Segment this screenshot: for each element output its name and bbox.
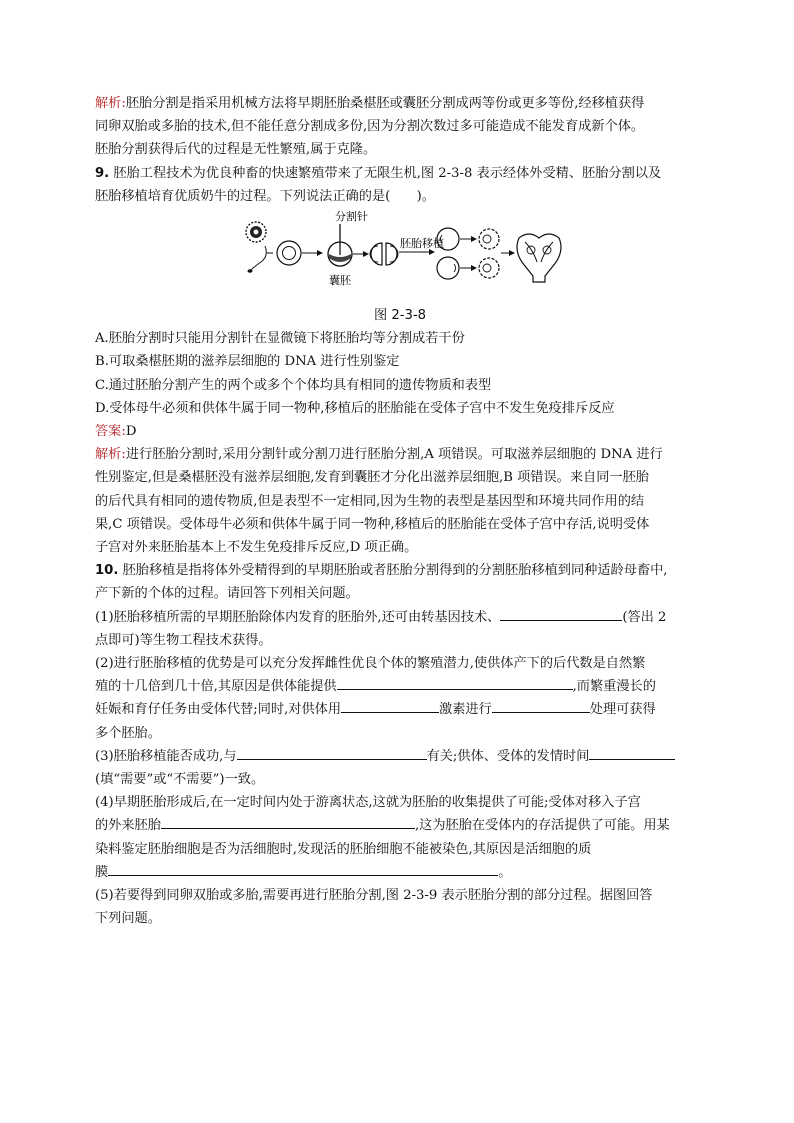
answer-label: 答案: (95, 424, 126, 440)
part-4-line-4: 膜 。 (95, 861, 705, 884)
analysis-line-3: 的后代具有相同的遗传物质,但是表型不一定相同,因为生物的表型是基因型和环境共同作用的结 (95, 493, 645, 509)
answer-value: D (125, 424, 137, 440)
part-2-line-1: (2)进行胚胎移植的优势是可以充分发挥雌性优良个体的繁殖潜力,使供体产下的后代数是自然繁 (95, 656, 646, 672)
answer-blank[interactable] (337, 675, 573, 690)
analysis-label: 解析: (95, 96, 126, 111)
figure-2-3-8 (95, 210, 705, 304)
analysis-line-5: 子宫对外来胚胎基本上不发生免疫排斥反应,D 项正确。 (95, 540, 418, 556)
part-3-line-2: (填“需要”或“不需要”)一致。 (95, 772, 265, 788)
arrow-head (509, 250, 515, 256)
answer-blank[interactable] (341, 698, 439, 713)
analysis-label: 解析: (95, 447, 126, 463)
uterus-icon (517, 234, 561, 282)
oocyte-icon (246, 222, 266, 242)
answer-blank[interactable] (589, 745, 675, 760)
analysis-line-1: 解析:进行胚胎分割时,采用分割针或分割刀进行胚胎分割,A 项错误。可取滋养层细胞的 DNA 进行 (95, 447, 663, 463)
analysis-line-4: 果,C 项错误。受体母牛必须和供体牛属于同一物种,移植后的胚胎能在受体子宫中存活,说明受体 (95, 516, 650, 532)
answer-blank[interactable] (492, 698, 590, 713)
transferred-embryos-icon (437, 228, 459, 279)
sperm-icon (248, 246, 267, 273)
answer-blank[interactable] (108, 861, 498, 876)
part-2-line-4: 多个胚胎。 (95, 725, 161, 741)
question-9-stem: 9. 胚胎工程技术为优良种畜的快速繁殖带来了无限生机,图 2-3-8 表示经体外受精、胚胎分割以及 (95, 165, 662, 181)
answer-line (95, 420, 705, 443)
part-4-line-1: (4)早期胚胎形成后,在一定时间内处于游离状态,这就为胚胎的收集提供了可能;受体对移入子宫 (95, 795, 641, 811)
needle-label: 分割针 (335, 210, 368, 224)
option-a: A.胚胎分割时只能用分割针在显微镜下将胚胎均等分割成若干份 (95, 331, 465, 347)
part-1-line-2: 点即可)等生物工程技术获得。 (95, 632, 272, 648)
transfer-label: 胚胎移植 (400, 237, 444, 251)
question-10-stem: 10. 胚胎移植是指将体外受精得到的早期胚胎或者胚胎分割得到的分割胚胎移植到同种适龄母畜中, (95, 563, 668, 579)
answer-blank[interactable] (237, 745, 427, 760)
answer-blank[interactable] (500, 606, 622, 621)
prev-analysis-line-2: 同卵双胎或多胎的技术,但不能任意分割成多份,因为分割次数过多可能造成不能发育成新个体。 (95, 119, 645, 135)
answer-blank[interactable] (161, 814, 415, 829)
part-5-line-2: 下列问题。 (95, 911, 161, 927)
analysis-line-2: 性别鉴定,但是桑椹胚没有滋养层细胞,发育到囊胚才分化出滋养层细胞,B 项错误。来自同一胚胎 (95, 470, 649, 486)
part-4-line-2: 的外来胚胎 ,这为胚胎在受体内的存活提供了可能。用某 (95, 814, 705, 837)
option-c: C.通过胚胎分割产生的两个或多个个体均具有相同的遗传物质和表型 (95, 377, 492, 393)
arrow-head (317, 250, 323, 256)
blastocyst-label: 囊胚 (329, 274, 351, 288)
zygote-icon (277, 241, 301, 265)
prev-analysis-line-3: 胚胎分割获得后代的过程是无性繁殖,属于克隆。 (95, 142, 377, 158)
part-1-line-1: (1)胚胎移植所需的早期胚胎除体内发育的胚胎外,还可由转基因技术、 (答出 2 (95, 606, 705, 629)
document-page (95, 92, 705, 931)
part-3-line-1: (3)胚胎移植能否成功,与 有关;供体、受体的发情时间 (95, 745, 705, 768)
figure-caption: 图 2-3-8 (373, 308, 427, 324)
hatching-embryos-icon (479, 229, 499, 278)
part-4-line-3: 染料鉴定胚胎细胞是否为活细胞时,发现活的胚胎细胞不能被染色,其原因是活细胞的质 (95, 841, 592, 857)
prev-analysis-line-1: 解析:胚胎分割是指采用机械方法将早期胚胎桑椹胚或囊胚分割成两等份或更多等份,经移植获得 (95, 96, 645, 111)
arrow-head (471, 236, 477, 242)
part-5-line-1: (5)若要得到同卵双胎或多胎,需要再进行胚胎分割,图 2-3-9 表示胚胎分割的部分过程。据图回答 (95, 888, 653, 904)
question-number: 9. (95, 165, 110, 181)
option-b: B.可取桑椹胚期的滋养层细胞的 DNA 进行性别鉴定 (95, 354, 400, 370)
question-10-stem-line-2: 产下新的个体的过程。请回答下列相关问题。 (95, 586, 359, 602)
option-d: D.受体母牛必须和供体牛属于同一物种,移植后的胚胎能在受体子宫中不发生免疫排斥反应 (95, 400, 615, 416)
arrow-head (471, 265, 477, 271)
split-embryo-halves-icon (370, 243, 398, 265)
arrow-head (363, 251, 369, 257)
question-number: 10. (95, 563, 119, 579)
part-2-line-2: 殖的十几倍到几十倍,其原因是供体能提供 ,而繁重漫长的 (95, 675, 705, 698)
embryo-process-diagram (243, 210, 573, 304)
question-9-stem-line-2: 胚胎移植培育优质奶牛的过程。下列说法正确的是( )。 (95, 188, 435, 204)
part-2-line-3: 妊娠和育仔任务由受体代替;同时,对供体用 激素进行 处理可获得 (95, 698, 705, 721)
